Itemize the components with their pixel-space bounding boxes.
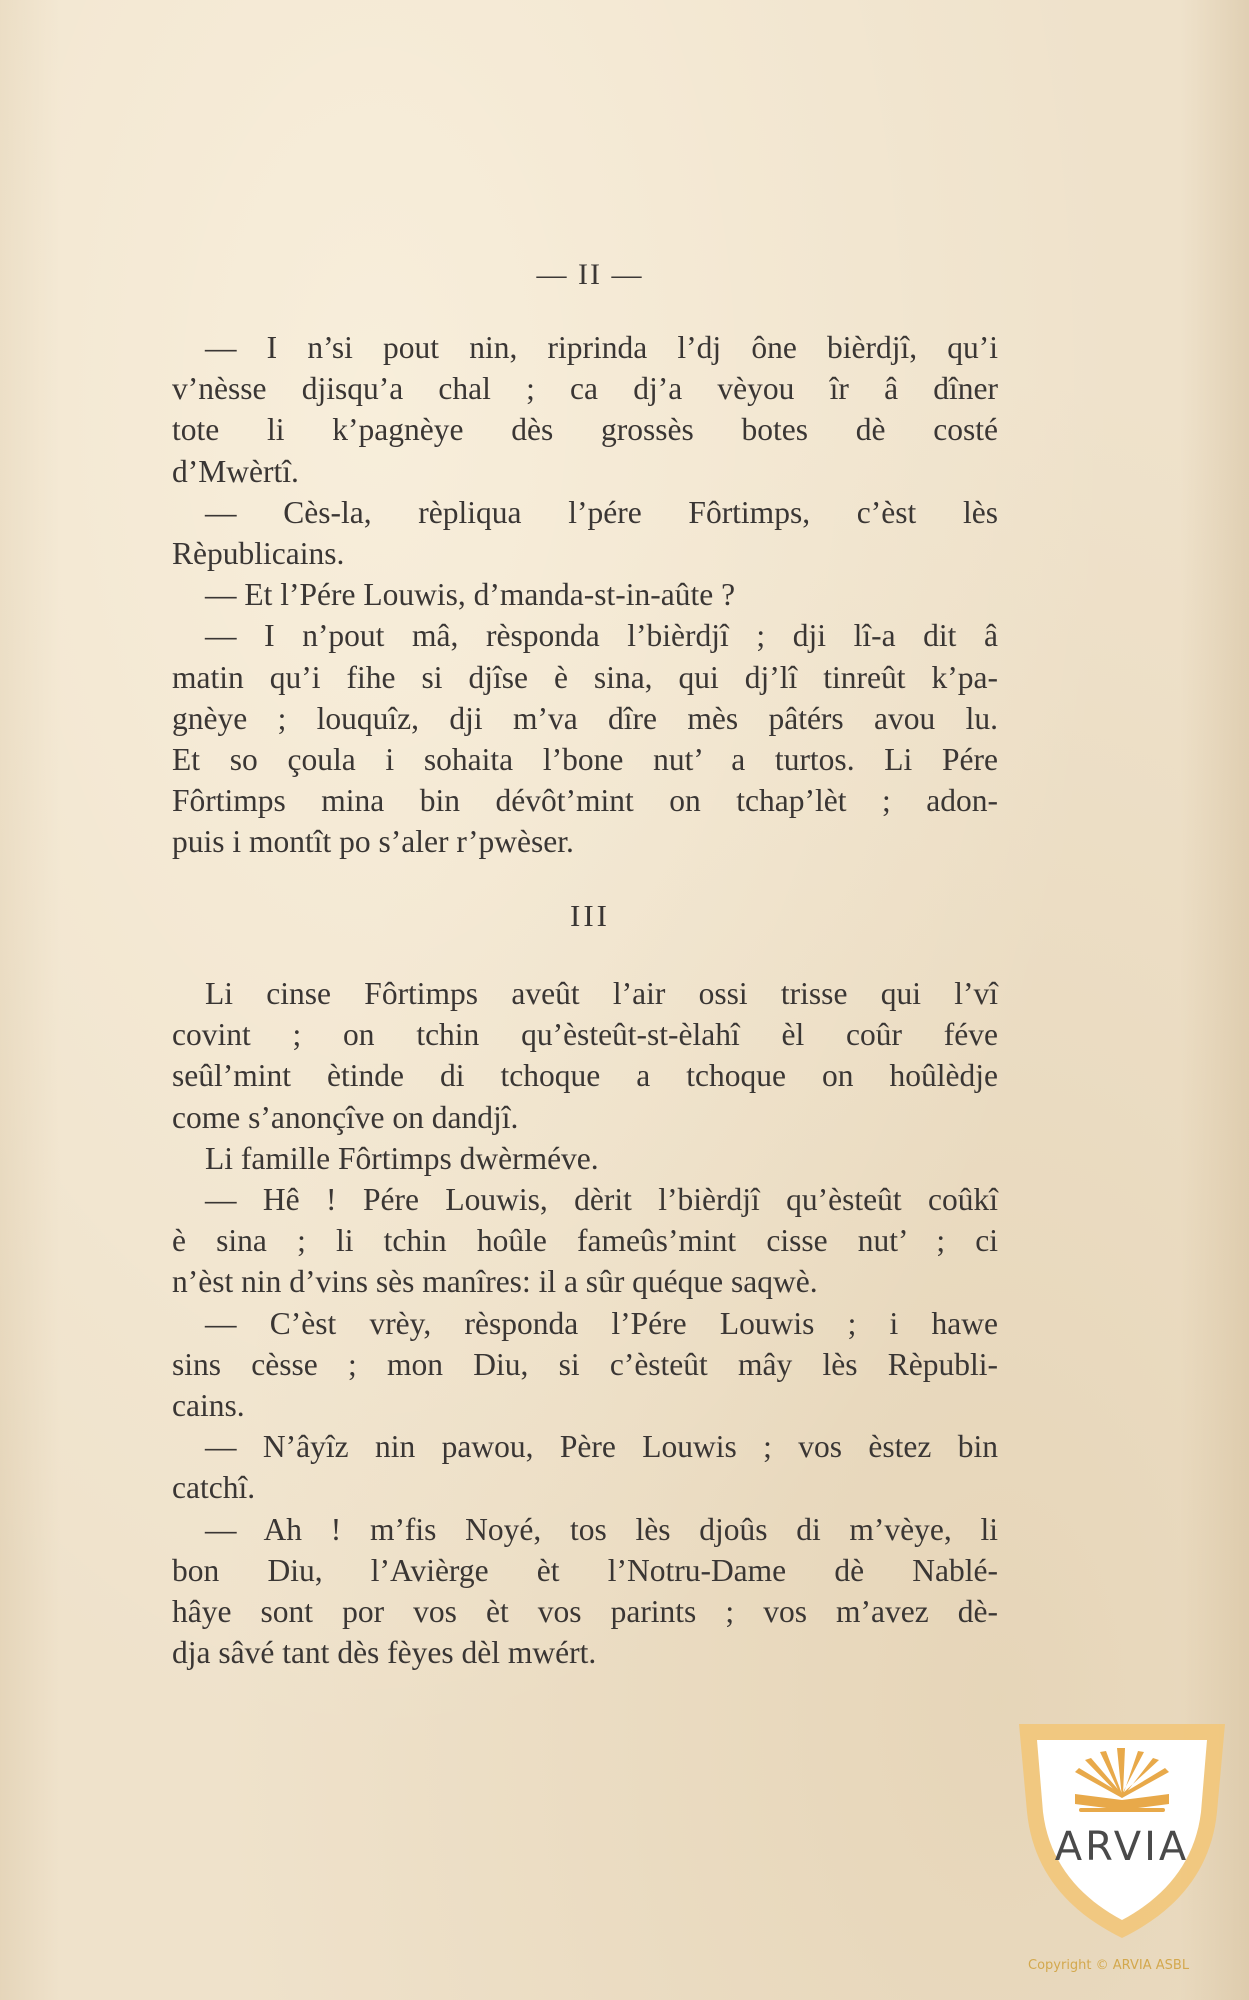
paragraph — [172, 492, 998, 574]
copyright-notice: Copyright © ARVIA ASBL — [1028, 1958, 1190, 1973]
text-line: — Hê ! Pére Louwis, dèrit l’bièrdjî qu’èsteût coûkî — [205, 1182, 998, 1218]
text-line: hâye sont por vos èt vos parints ; vos m’avez dè- — [172, 1594, 998, 1630]
text-line: Fôrtimps mina bin dévôt’mint on tchap’lèt ; adon- — [172, 783, 998, 819]
section-heading: III — [570, 898, 610, 933]
text-line: Li famille Fôrtimps dwèrméve. — [205, 1140, 599, 1176]
text-line: — N’âyîz nin pawou, Père Louwis ; vos èstez bin — [205, 1429, 998, 1465]
text-line: — Ah ! m’fis Noyé, tos lès djoûs di m’vèye, li — [205, 1511, 998, 1547]
text-line: — I n’si pout nin, riprinda l’dj ône bièrdjî, qu’i — [205, 330, 998, 365]
text-line: d’Mwèrtî. — [172, 453, 299, 489]
text-line: — I n’pout mâ, rèsponda l’bièrdjî ; dji lî-a dit â — [205, 618, 998, 654]
logo-wordmark: ARVIA — [1054, 1824, 1190, 1870]
text-line: v’nèsse djisqu’a chal ; ca dj’a vèyou îr â dîner — [172, 371, 998, 407]
text-line: Li cinse Fôrtimps aveût l’air ossi trisse qui l’vî — [205, 976, 998, 1011]
text-line: — Et l’Pére Louwis, d’manda-st-in-aûte ? — [205, 577, 736, 613]
paragraph — [172, 973, 998, 1138]
paragraph — [172, 1179, 998, 1303]
text-line: seûl’mint ètinde di tchoque a tchoque on hoûlèdje — [172, 1058, 998, 1094]
text-line: gnèye ; louquîz, dji m’va dîre mès pâtérs avou lu. — [172, 700, 998, 736]
paragraph — [172, 1138, 998, 1179]
text-block-1 — [172, 327, 998, 863]
text-line: — C’èst vrèy, rèsponda l’Pére Louwis ; i hawe — [205, 1305, 998, 1341]
text-line: matin qu’i fihe si djîse è sina, qui dj’lî tinreût k’pa- — [172, 659, 998, 695]
text-line: — Cès-la, rèpliqua l’pére Fôrtimps, c’èst lès — [205, 494, 998, 530]
text-line: dja sâvé tant dès fèyes dèl mwért. — [172, 1635, 597, 1671]
text-line: sins cèsse ; mon Diu, si c’èsteût mây lès Rèpubli- — [172, 1346, 998, 1382]
text-line: catchî. — [172, 1470, 256, 1506]
paragraph — [172, 1303, 998, 1427]
paragraph — [172, 1509, 998, 1674]
text-line: come s’anonçîve on dandjî. — [172, 1099, 519, 1135]
text-block-2 — [172, 973, 998, 1673]
paragraph — [172, 1426, 998, 1508]
page-number: — II — — [536, 258, 644, 291]
text-line: cains. — [172, 1388, 245, 1424]
paragraph — [172, 327, 998, 492]
text-line: Rèpublicains. — [172, 536, 345, 572]
text-line: puis i montît po s’aler r’pwèser. — [172, 824, 574, 860]
text-line: Et so çoula i sohaita l’bone nut’ a turtos. Li Pére — [172, 742, 998, 778]
text-line: è sina ; li tchin hoûle fameûs’mint cisse nut’ ; ci — [172, 1223, 998, 1259]
text-line: tote li k’pagnèye dès grossès botes dè costé — [172, 412, 998, 448]
text-line: covint ; on tchin qu’èsteût-st-èlahî èl coûr féve — [172, 1017, 998, 1053]
paragraph — [172, 615, 998, 862]
text-line: n’èst nin d’vins sès manîres: il a sûr quéque saqwè. — [172, 1264, 818, 1300]
paragraph — [172, 574, 998, 615]
text-line: bon Diu, l’Avièrge èt l’Notru-Dame dè Nablé- — [172, 1552, 998, 1588]
arvia-logo — [1005, 1702, 1239, 1952]
